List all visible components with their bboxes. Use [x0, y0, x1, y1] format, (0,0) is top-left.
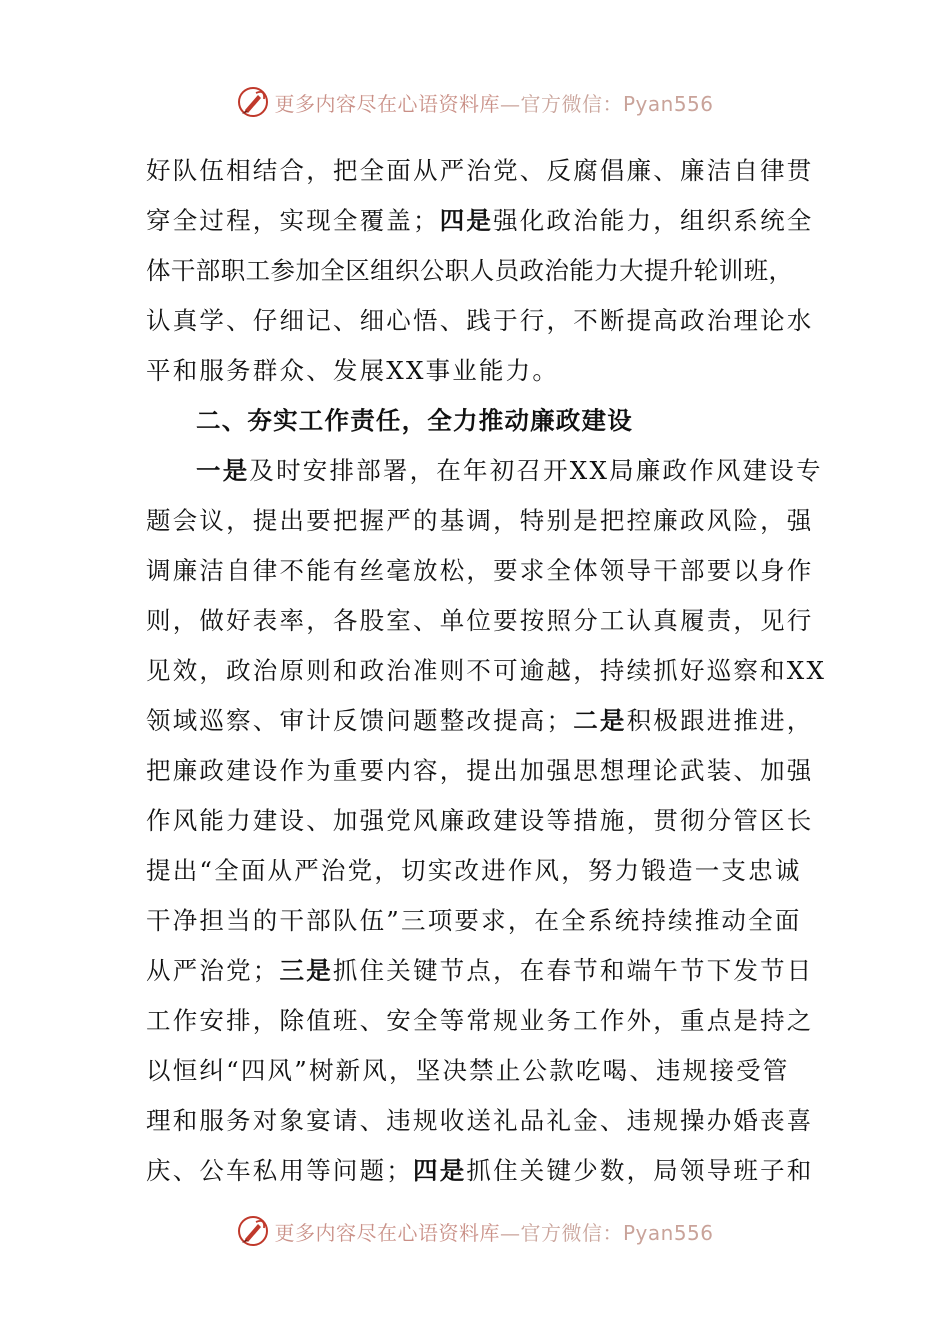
paragraph-line: [146, 1046, 806, 1096]
text-run: 抓住关键节点，在春节和端午节下发节日: [332, 956, 814, 985]
text-run: 穿全过程，实现全覆盖；: [146, 206, 440, 235]
paragraph-line: [146, 746, 814, 796]
paragraph-line: [146, 446, 823, 496]
bold-run: 一是: [196, 456, 250, 485]
paragraph-line: [146, 496, 814, 546]
paragraph-line: [146, 846, 806, 896]
text-run: 提出“全面从严治党，切实改进作风，努力锻造一支忠诚: [146, 856, 802, 885]
watermark-brand: 更多内容尽在心语资料库: [274, 1220, 500, 1245]
text-run: 二、夯实工作责任，全力推动廉政建设: [196, 406, 633, 435]
text-run: 题会议，提出要把握严的基调，特别是把控廉政风险，强: [146, 506, 814, 535]
paragraph-line: [146, 896, 806, 946]
paragraph-line: [146, 996, 814, 1046]
paragraph-line: [146, 246, 806, 296]
text-run: 作风能力建设、加强党风廉政建设等措施，贯彻分管区长: [146, 806, 814, 835]
text-run: 好队伍相结合，把全面从严治党、反腐倡廉、廉洁自律贯: [146, 156, 814, 185]
text-run: 平和服务群众、发展XX事业能力。: [146, 356, 560, 385]
document-body: [146, 146, 827, 1196]
paragraph-line: [146, 596, 814, 646]
text-run: 强化政治能力，组织系统全: [493, 206, 814, 235]
pen-logo-icon: [236, 1214, 270, 1248]
paragraph-line: [146, 1146, 814, 1196]
text-run: 把廉政建设作为重要内容，提出加强思想理论武装、加强: [146, 756, 814, 785]
pen-logo-icon: [236, 85, 270, 119]
text-run: 从严治党；: [146, 956, 280, 985]
paragraph-line: [146, 296, 814, 346]
watermark-text: [274, 88, 713, 117]
bold-run: 三是: [279, 956, 333, 985]
bold-run: 二是: [573, 706, 627, 735]
watermark-footer: [0, 1211, 950, 1251]
text-run: 以恒纠“四风”树新风，坚决禁止公款吃喝、违规接受管: [146, 1056, 790, 1085]
paragraph-line: [146, 946, 814, 996]
watermark-dash: —: [499, 1220, 521, 1245]
bold-run: 四是: [439, 206, 494, 235]
text-run: 调廉洁自律不能有丝毫放松，要求全体领导干部要以身作: [146, 556, 814, 585]
text-run: 抓住关键少数，局领导班子和: [466, 1156, 814, 1185]
text-run: 理和服务对象宴请、违规收送礼品礼金、违规操办婚丧喜: [146, 1106, 814, 1135]
text-run: 工作安排，除值班、安全等常规业务工作外，重点是持之: [146, 1006, 814, 1035]
watermark-dash: —: [499, 91, 521, 116]
text-run: 体干部职工参加全区组织公职人员政治能力大提升轮训班，: [146, 256, 794, 285]
text-run: 及时安排部署，在年初召开XX局廉政作风建设专: [249, 456, 823, 485]
watermark-text: [274, 1217, 713, 1246]
text-run: 积极跟进推进，: [626, 706, 814, 735]
paragraph-line: [146, 696, 814, 746]
text-run: 庆、公车私用等问题；: [146, 1156, 413, 1185]
watermark-contact-id: Pyan556: [622, 1220, 714, 1245]
watermark-contact-label: 官方微信：: [520, 91, 623, 116]
paragraph-line: [146, 1096, 814, 1146]
paragraph-line: [146, 146, 814, 196]
paragraph-line: [146, 346, 806, 396]
text-run: 则，做好表率，各股室、单位要按照分工认真履责，见行: [146, 606, 814, 635]
text-run: 见效，政治原则和政治准则不可逾越，持续抓好巡察和XX: [146, 656, 827, 685]
watermark-contact-id: Pyan556: [622, 91, 714, 116]
paragraph-line: [146, 796, 814, 846]
text-run: 干净担当的干部队伍”三项要求，在全系统持续推动全面: [146, 906, 802, 935]
watermark-contact-label: 官方微信：: [520, 1220, 623, 1245]
text-run: 领域巡察、审计反馈问题整改提高；: [146, 706, 574, 735]
paragraph-line: [146, 196, 814, 246]
bold-run: 四是: [413, 1156, 467, 1185]
paragraph-line: [146, 546, 814, 596]
watermark-header: [0, 82, 950, 122]
paragraph-line: [146, 646, 827, 696]
text-run: 认真学、仔细记、细心悟、践于行，不断提高政治理论水: [146, 306, 814, 335]
section-heading: [146, 396, 806, 446]
watermark-brand: 更多内容尽在心语资料库: [274, 91, 500, 116]
